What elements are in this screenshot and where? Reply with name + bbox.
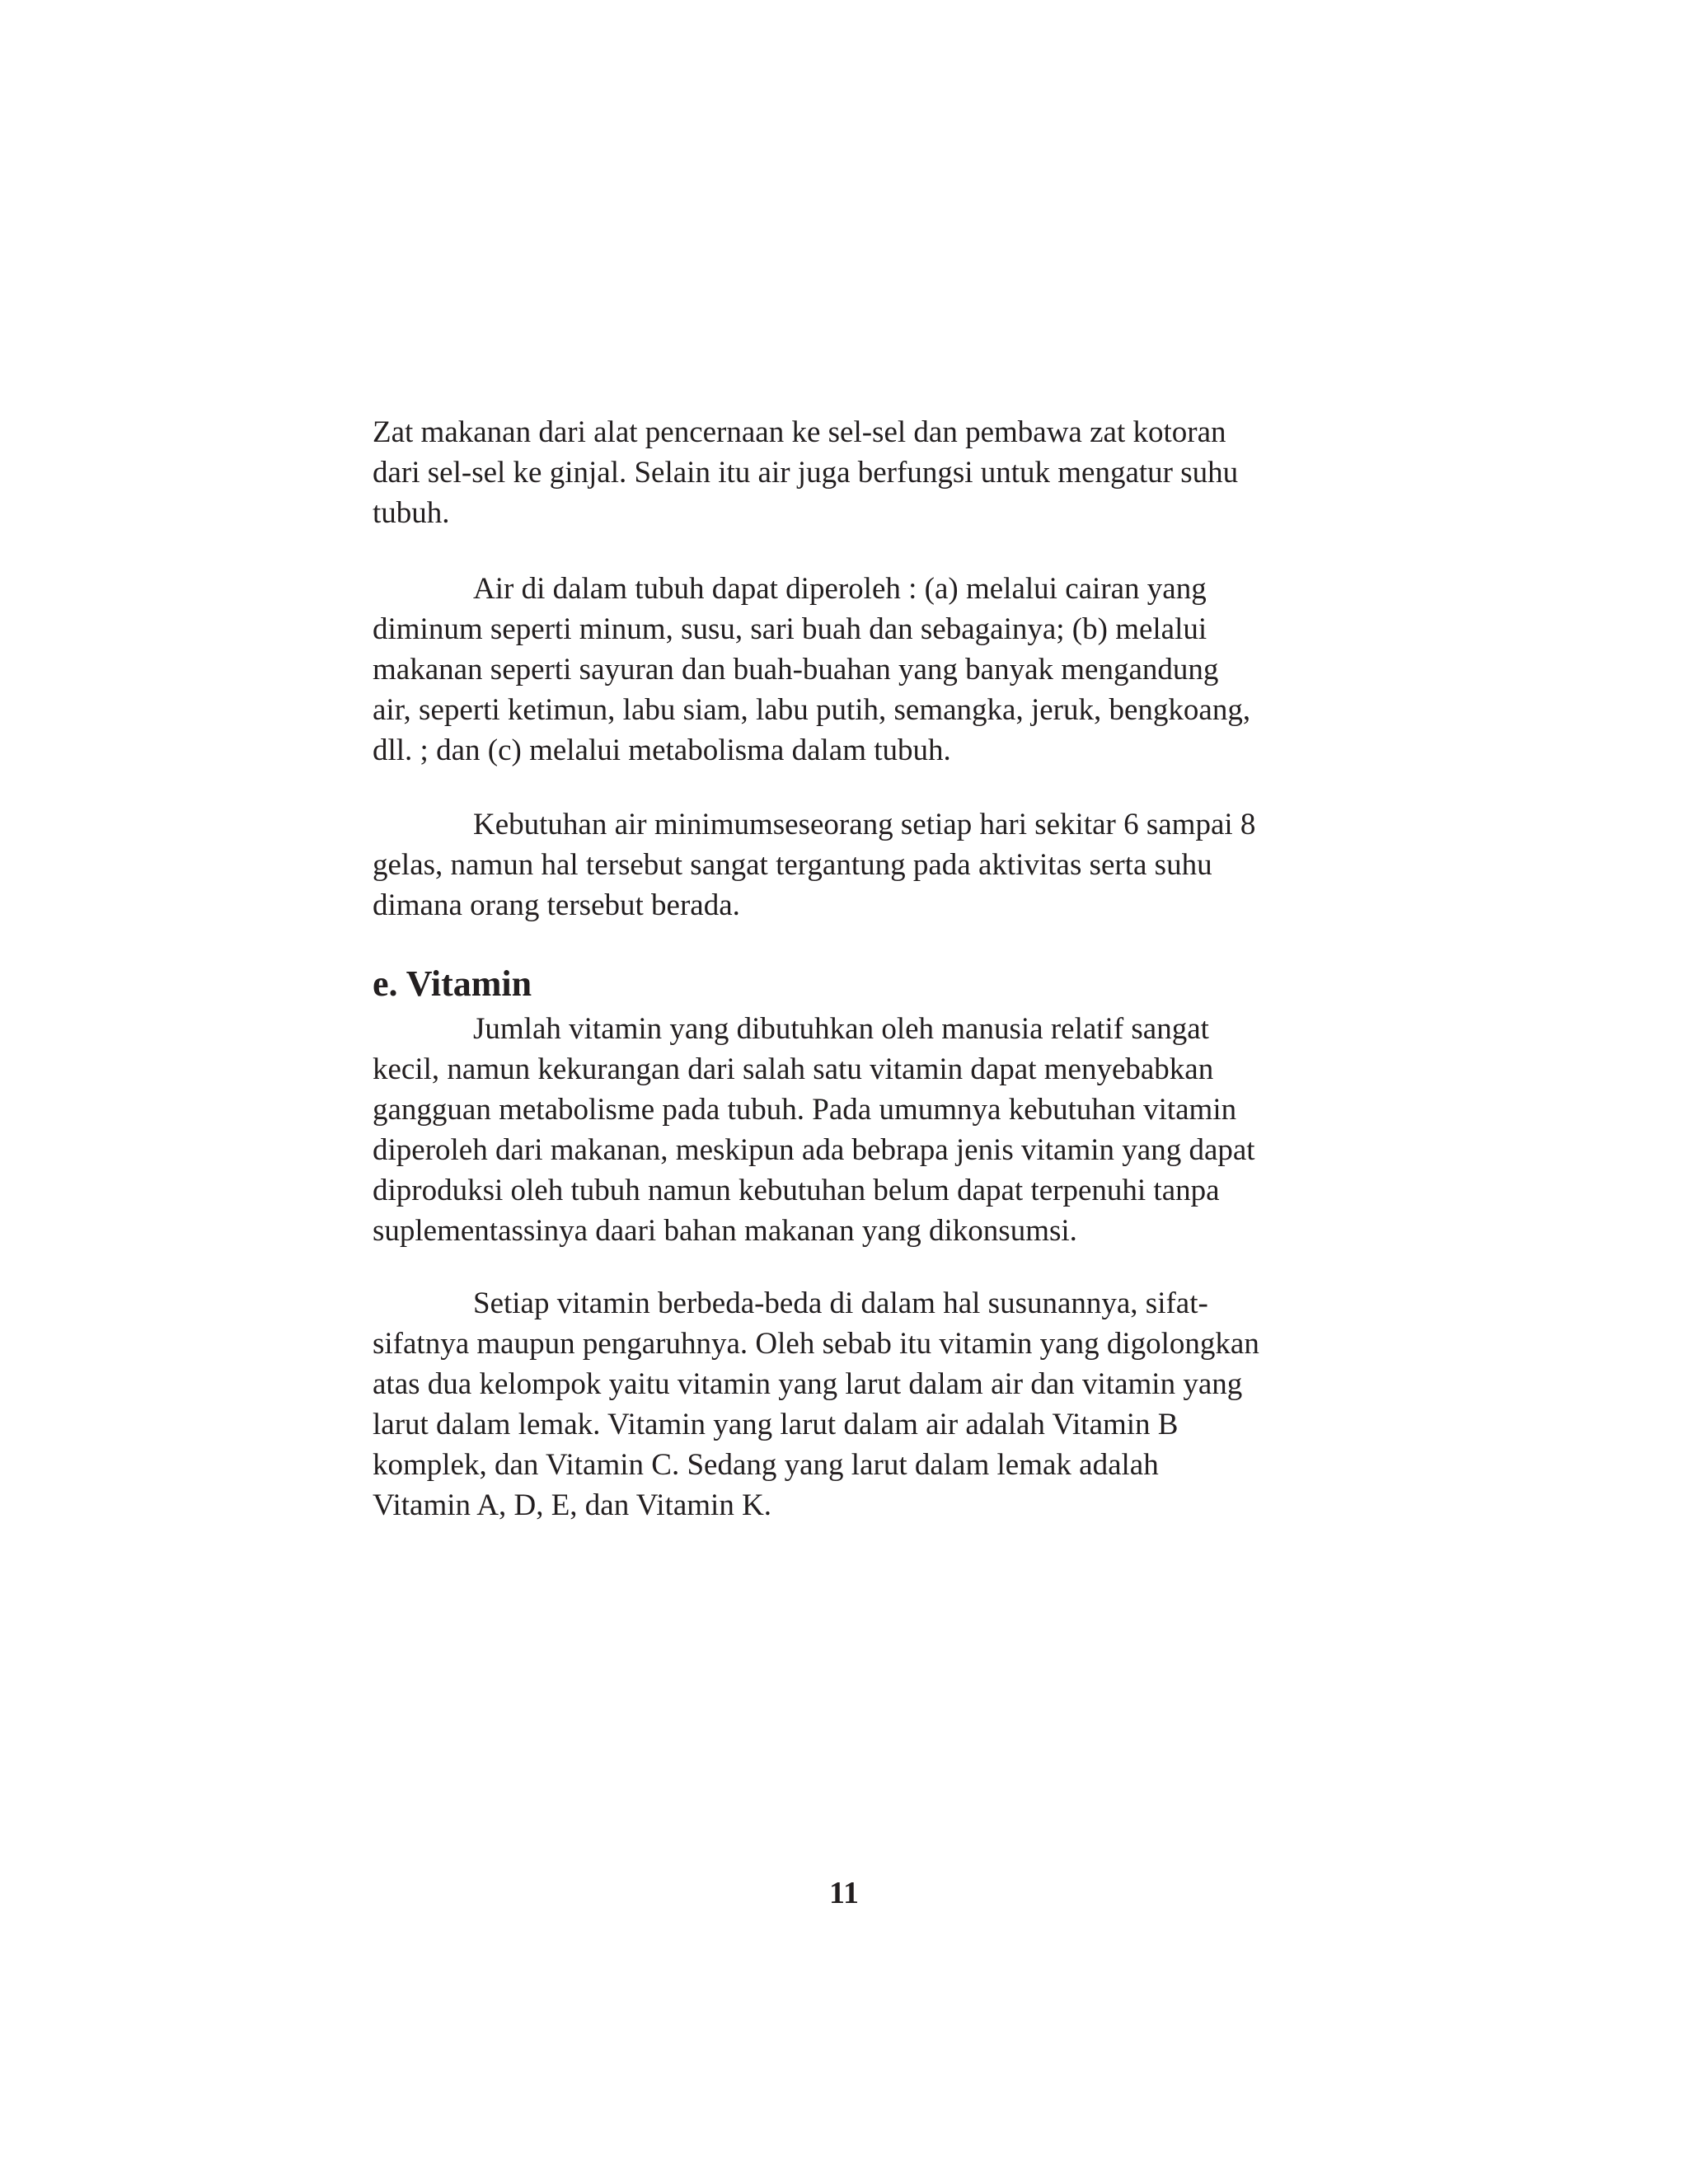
section-heading-vitamin: e. Vitamin	[373, 963, 532, 1004]
text-line: dimana orang tersebut berada.	[373, 888, 740, 922]
paragraph-air-sources	[373, 569, 1329, 771]
text-line: Vitamin A, D, E, dan Vitamin K.	[373, 1488, 772, 1522]
text-line: Jumlah vitamin yang dibutuhkan oleh manusia relatif sangat	[473, 1012, 1209, 1046]
text-line: Setiap vitamin berbeda-beda di dalam hal susunannya, sifat-	[473, 1286, 1208, 1320]
text-line: kecil, namun kekurangan dari salah satu vitamin dapat menyebabkan	[373, 1052, 1214, 1086]
text-line: larut dalam lemak. Vitamin yang larut dalam air adalah Vitamin B	[373, 1408, 1179, 1441]
text-line: sifatnya maupun pengaruhnya. Oleh sebab itu vitamin yang digolongkan	[373, 1327, 1259, 1361]
text-line: komplek, dan Vitamin C. Sedang yang larut dalam lemak adalah	[373, 1448, 1159, 1482]
page-number: 11	[829, 1876, 859, 1910]
paragraph-air-function	[373, 412, 1329, 533]
text-line: suplementassinya daari bahan makanan yang dikonsumsi.	[373, 1214, 1077, 1248]
paragraph-air-needs	[373, 804, 1329, 926]
paragraph-vitamin-needs	[373, 1009, 1329, 1251]
text-line: Zat makanan dari alat pencernaan ke sel-sel dan pembawa zat kotoran	[373, 415, 1226, 449]
paragraph-vitamin-types	[373, 1283, 1329, 1526]
text-line: diproduksi oleh tubuh namun kebutuhan belum dapat terpenuhi tanpa	[373, 1174, 1220, 1207]
text-line: diperoleh dari makanan, meskipun ada bebrapa jenis vitamin yang dapat	[373, 1133, 1255, 1167]
text-line: Kebutuhan air minimumseseorang setiap hari sekitar 6 sampai 8	[473, 808, 1256, 841]
text-line: atas dua kelompok yaitu vitamin yang larut dalam air dan vitamin yang	[373, 1367, 1243, 1401]
text-line: dll. ; dan (c) melalui metabolisma dalam tubuh.	[373, 733, 951, 767]
text-line: makanan seperti sayuran dan buah-buahan yang banyak mengandung	[373, 653, 1219, 687]
text-line: dari sel-sel ke ginjal. Selain itu air juga berfungsi untuk mengatur suhu	[373, 456, 1239, 490]
text-line: diminum seperti minum, susu, sari buah dan sebagainya; (b) melalui	[373, 612, 1207, 646]
text-line: gangguan metabolisme pada tubuh. Pada umumnya kebutuhan vitamin	[373, 1093, 1237, 1127]
text-line: Air di dalam tubuh dapat diperoleh : (a) melalui cairan yang	[473, 572, 1207, 606]
text-line: tubuh.	[373, 496, 450, 530]
text-line: gelas, namun hal tersebut sangat tergantung pada aktivitas serta suhu	[373, 848, 1212, 882]
text-line: air, seperti ketimun, labu siam, labu putih, semangka, jeruk, bengkoang,	[373, 693, 1251, 727]
